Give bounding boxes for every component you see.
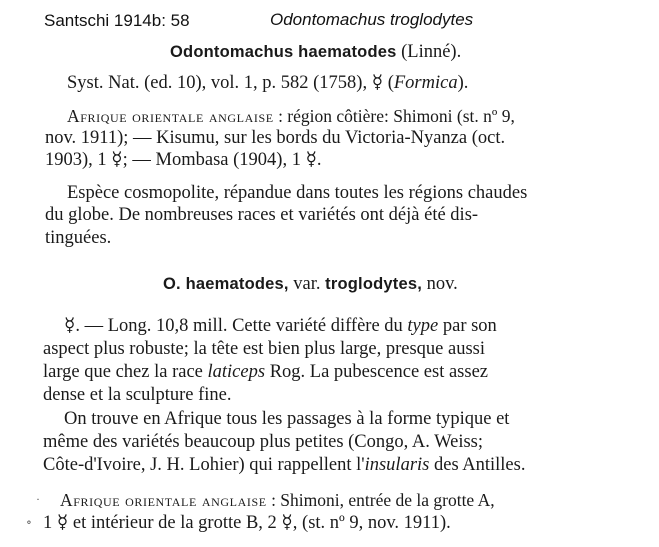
region-smallcaps: Afrique orientale anglaise xyxy=(67,106,274,126)
variety-species: O. haematodes, xyxy=(163,275,289,293)
description-line-1: Espèce cosmopolite, répandue dans toutes les régions chaudes xyxy=(67,183,528,203)
locality-text: : région côtière: Shimoni (st. nº 9, xyxy=(273,106,515,126)
variety-line-1 xyxy=(64,315,497,337)
variety-locality-line-1 xyxy=(60,489,495,511)
syst-citation xyxy=(67,72,468,94)
variety-text: ☿. — Long. 10,8 mill. Cette variété diffère du xyxy=(64,316,408,336)
variety-text-7-end: des Antilles. xyxy=(429,455,526,475)
citation-label: Santschi 1914b: 58 xyxy=(44,11,190,30)
variety-text-3: large que chez la race xyxy=(43,362,208,382)
genus-formica: Formica xyxy=(393,73,458,93)
variety-line-7 xyxy=(43,454,525,476)
scan-speck: · xyxy=(36,492,40,506)
species-name: Odontomachus haematodes xyxy=(170,43,397,61)
author-name: (Linné). xyxy=(396,42,462,62)
variety-name: troglodytes, xyxy=(325,275,422,293)
description-line-2: du globe. De nombreuses races et variétés ont déjà été dis- xyxy=(45,205,479,225)
section1-title xyxy=(170,41,461,63)
variety-text-3-end: Rog. La pubescence est assez xyxy=(265,362,489,382)
locality-line-1 xyxy=(67,105,515,127)
section2-title xyxy=(163,273,458,295)
syst-close: ). xyxy=(457,73,469,93)
variety-line-5: On trouve en Afrique tous les passages à la forme typique et xyxy=(64,409,510,429)
taxon-label: Odontomachus troglodytes xyxy=(270,10,474,29)
description-line-3: tinguées. xyxy=(45,228,112,248)
locality-line-2: nov. 1911); — Kisumu, sur les bords du Victoria-Nyanza (oct. xyxy=(45,128,506,148)
insularis-word: insularis xyxy=(364,455,430,475)
type-word: type xyxy=(407,316,439,336)
region-smallcaps-2: Afrique orientale anglaise xyxy=(60,490,267,510)
variety-locality-line-2: 1 ☿ et intérieur de la grotte B, 2 ☿, (st. nº 9, nov. 1911). xyxy=(43,513,451,533)
variety-line-6: même des variétés beaucoup plus petites (Congo, A. Weiss; xyxy=(43,432,484,452)
variety-text-7: Côte-d'Ivoire, J. H. Lohier) qui rappellent l' xyxy=(43,455,365,475)
laticeps-word: laticeps xyxy=(207,362,266,382)
variety-locality-text: : Shimoni, entrée de la grotte A, xyxy=(266,490,495,510)
variety-text-end: par son xyxy=(438,316,497,336)
variety-line-4: dense et la sculpture fine. xyxy=(43,385,232,405)
locality-line-3: 1903), 1 ☿; — Mombasa (1904), 1 ☿. xyxy=(45,150,322,170)
variety-line-3 xyxy=(43,361,488,383)
variety-var: var. xyxy=(288,274,326,294)
variety-line-2: aspect plus robuste; la tête est bien plus large, presque aussi xyxy=(43,339,486,359)
scan-speck-2: ∘ xyxy=(26,515,32,529)
variety-nov: nov. xyxy=(421,274,458,294)
syst-text: Syst. Nat. (ed. 10), vol. 1, p. 582 (1758), ☿ ( xyxy=(67,73,394,93)
